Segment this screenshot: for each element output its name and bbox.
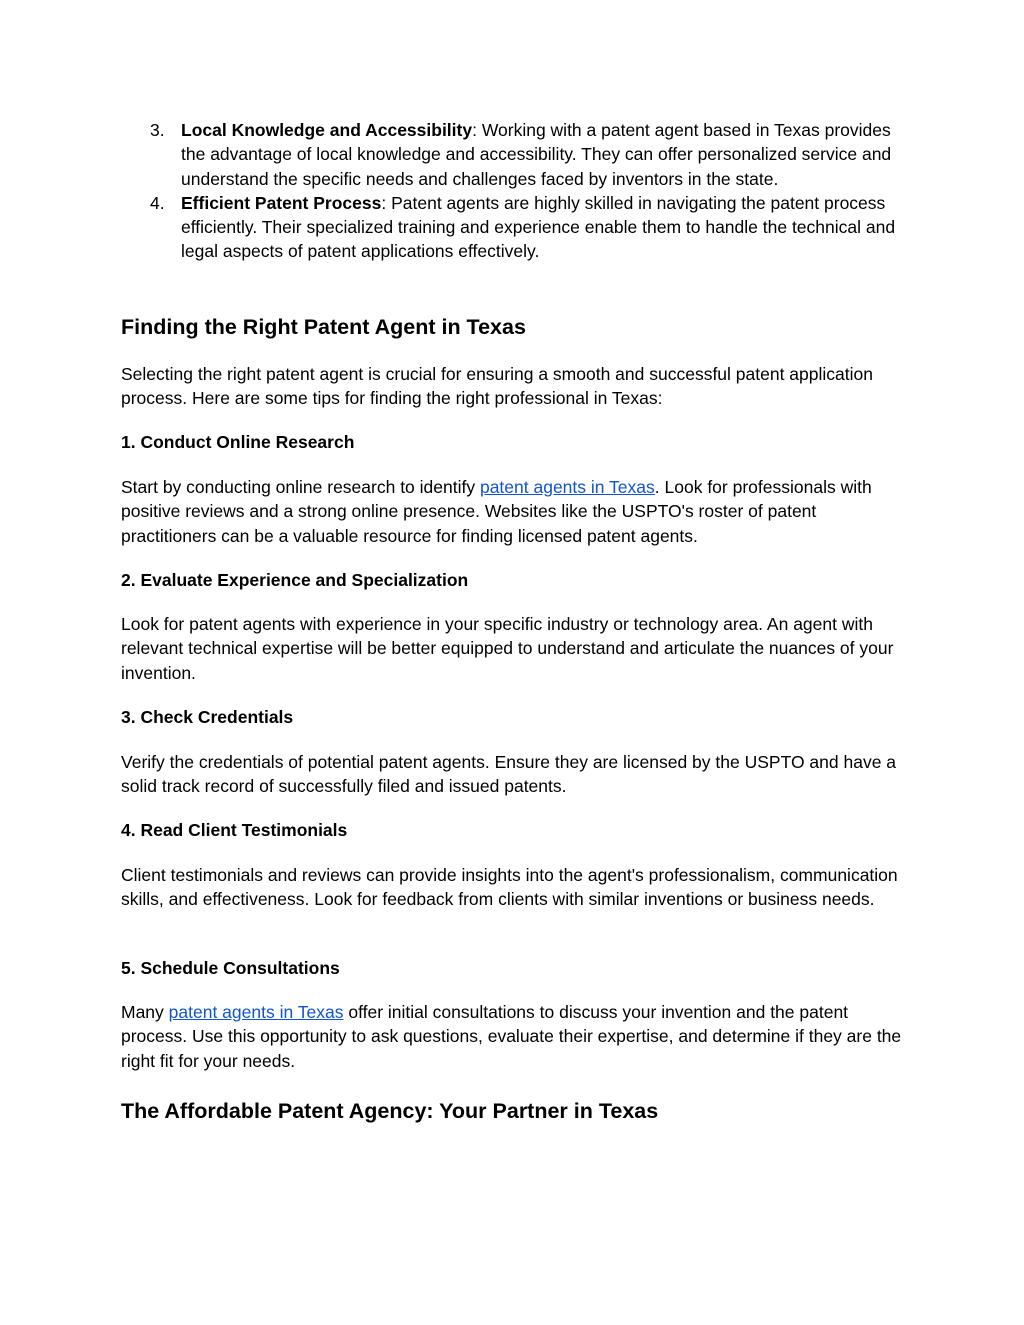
tip-body-consultations	[121, 1000, 911, 1073]
tip-text: . Look for professionals with positive reviews and a strong online presence. Websites like the USPTO's roster of patent practitioners can be a valuable resource for finding licensed patent agents.	[121, 477, 872, 546]
list-item	[121, 118, 911, 191]
list-item-text: : Working with a patent agent based in Texas provides the advantage of local knowledge and accessibility. They can offer personalized service and understand the specific needs and challenges faced by inventors in the state.	[181, 120, 892, 189]
tip-body-research	[121, 475, 911, 548]
tip-heading-consultations: 5. Schedule Consultations	[121, 958, 340, 978]
section-heading-finding: Finding the Right Patent Agent in Texas	[121, 315, 526, 339]
benefits-list	[121, 118, 911, 264]
list-number: 3.	[150, 120, 165, 140]
tip-text: offer initial consultations to discuss your invention and the patent process. Use this opportunity to ask questions, evaluate their expertise, and determine if they are the right fit for your needs.	[121, 1002, 902, 1071]
patent-agents-link[interactable]: patent agents in Texas	[168, 1002, 344, 1022]
tip-body-credentials: Verify the credentials of potential patent agents. Ensure they are licensed by the USPTO and have a solid track record of successfully filed and issued patents.	[121, 752, 897, 797]
list-item-title: Efficient Patent Process	[181, 192, 382, 213]
list-item	[121, 191, 911, 264]
tip-text: Start by conducting online research to identify	[121, 477, 480, 497]
list-number: 4.	[150, 192, 165, 213]
tip-heading-experience: 2. Evaluate Experience and Specialization	[121, 570, 469, 590]
tip-heading-research: 1. Conduct Online Research	[121, 432, 355, 452]
tip-body-experience: Look for patent agents with experience in your specific industry or technology area. An agent with relevant technical expertise will be better equipped to understand and articulate the nuances of your invention.	[121, 614, 894, 683]
list-item-text: : Patent agents are highly skilled in navigating the patent process efficiently. Their specialized training and experience enable them to handle the technical and legal aspects of patent applications effectively.	[181, 192, 896, 262]
section-heading-affordable: The Affordable Patent Agency: Your Partner in Texas	[121, 1099, 659, 1123]
section-intro: Selecting the right patent agent is crucial for ensuring a smooth and successful patent application process. Here are some tips for finding the right professional in Texas:	[121, 364, 873, 409]
tip-heading-credentials: 3. Check Credentials	[121, 707, 294, 727]
tip-text: Many	[121, 1002, 169, 1022]
list-item-title: Local Knowledge and Accessibility	[181, 120, 473, 140]
patent-agents-link[interactable]: patent agents in Texas	[479, 477, 655, 497]
tip-body-testimonials: Client testimonials and reviews can provide insights into the agent's professionalism, communication skills, and effectiveness. Look for feedback from clients with similar inventions or business needs.	[121, 865, 898, 910]
tip-heading-testimonials: 4. Read Client Testimonials	[121, 820, 348, 840]
